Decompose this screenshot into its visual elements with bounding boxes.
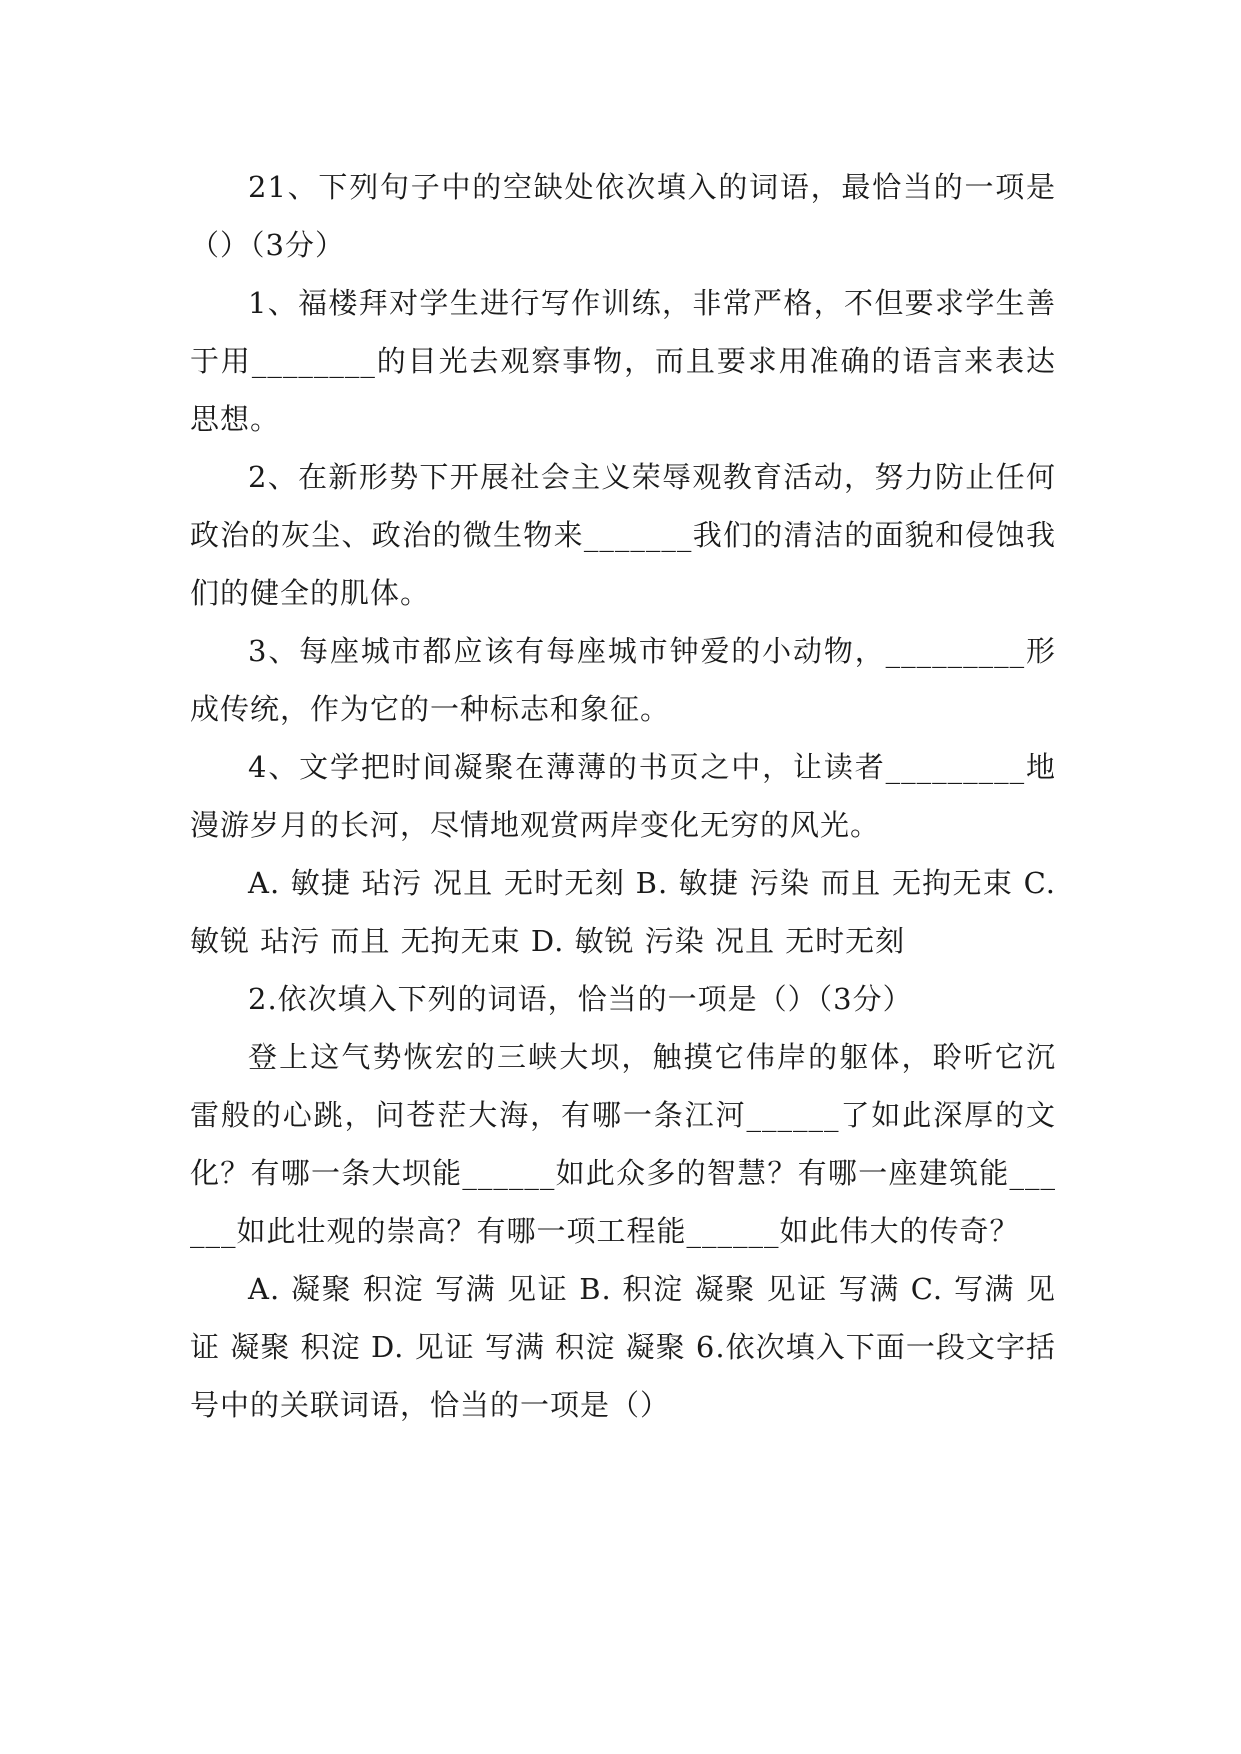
sentence-3: 3、每座城市都应该有每座城市钟爱的小动物，_________形成传统，作为它的一种标志和象征。	[190, 634, 1056, 726]
sentence-2: 2、在新形势下开展社会主义荣辱观教育活动，努力防止任何政治的灰尘、政治的微生物来_______我们的清洁的面貌和侵蚀我们的健全的肌体。	[190, 460, 1056, 610]
question-21-options: A. 敏捷 玷污 况且 无时无刻 B. 敏捷 污染 而且 无拘无束 C. 敏锐 玷污 而且 无拘无束 D. 敏锐 污染 况且 无时无刻	[190, 866, 1056, 958]
sentence-4: 4、文学把时间凝聚在薄薄的书页之中，让读者_________地漫游岁月的长河，尽情地观赏两岸变化无穷的风光。	[190, 750, 1056, 842]
question-2-passage: 登上这气势恢宏的三峡大坝，触摸它伟岸的躯体，聆听它沉雷般的心跳，问苍茫大海，有哪一条江河______了如此深厚的文化？有哪一条大坝能______如此众多的智慧？有哪一座建筑能______如此壮观的崇高？有哪一项工程能______如此伟大的传奇？	[190, 1040, 1056, 1248]
document-page	[190, 158, 1056, 1434]
question-2-stem: 2.依次填入下列的词语，恰当的一项是（）（3分）	[248, 982, 913, 1016]
question-21-stem: 21、下列句子中的空缺处依次填入的词语，最恰当的一项是（）（3分）	[190, 170, 1056, 262]
sentence-1: 1、福楼拜对学生进行写作训练，非常严格，不但要求学生善于用________的目光去观察事物，而且要求用准确的语言来表达思想。	[190, 286, 1056, 436]
question-2-options: A. 凝聚 积淀 写满 见证 B. 积淀 凝聚 见证 写满 C. 写满 见证 凝聚 积淀 D. 见证 写满 积淀 凝聚 6.依次填入下面一段文字括号中的关联词语，恰当的一项是（）	[190, 1272, 1056, 1422]
